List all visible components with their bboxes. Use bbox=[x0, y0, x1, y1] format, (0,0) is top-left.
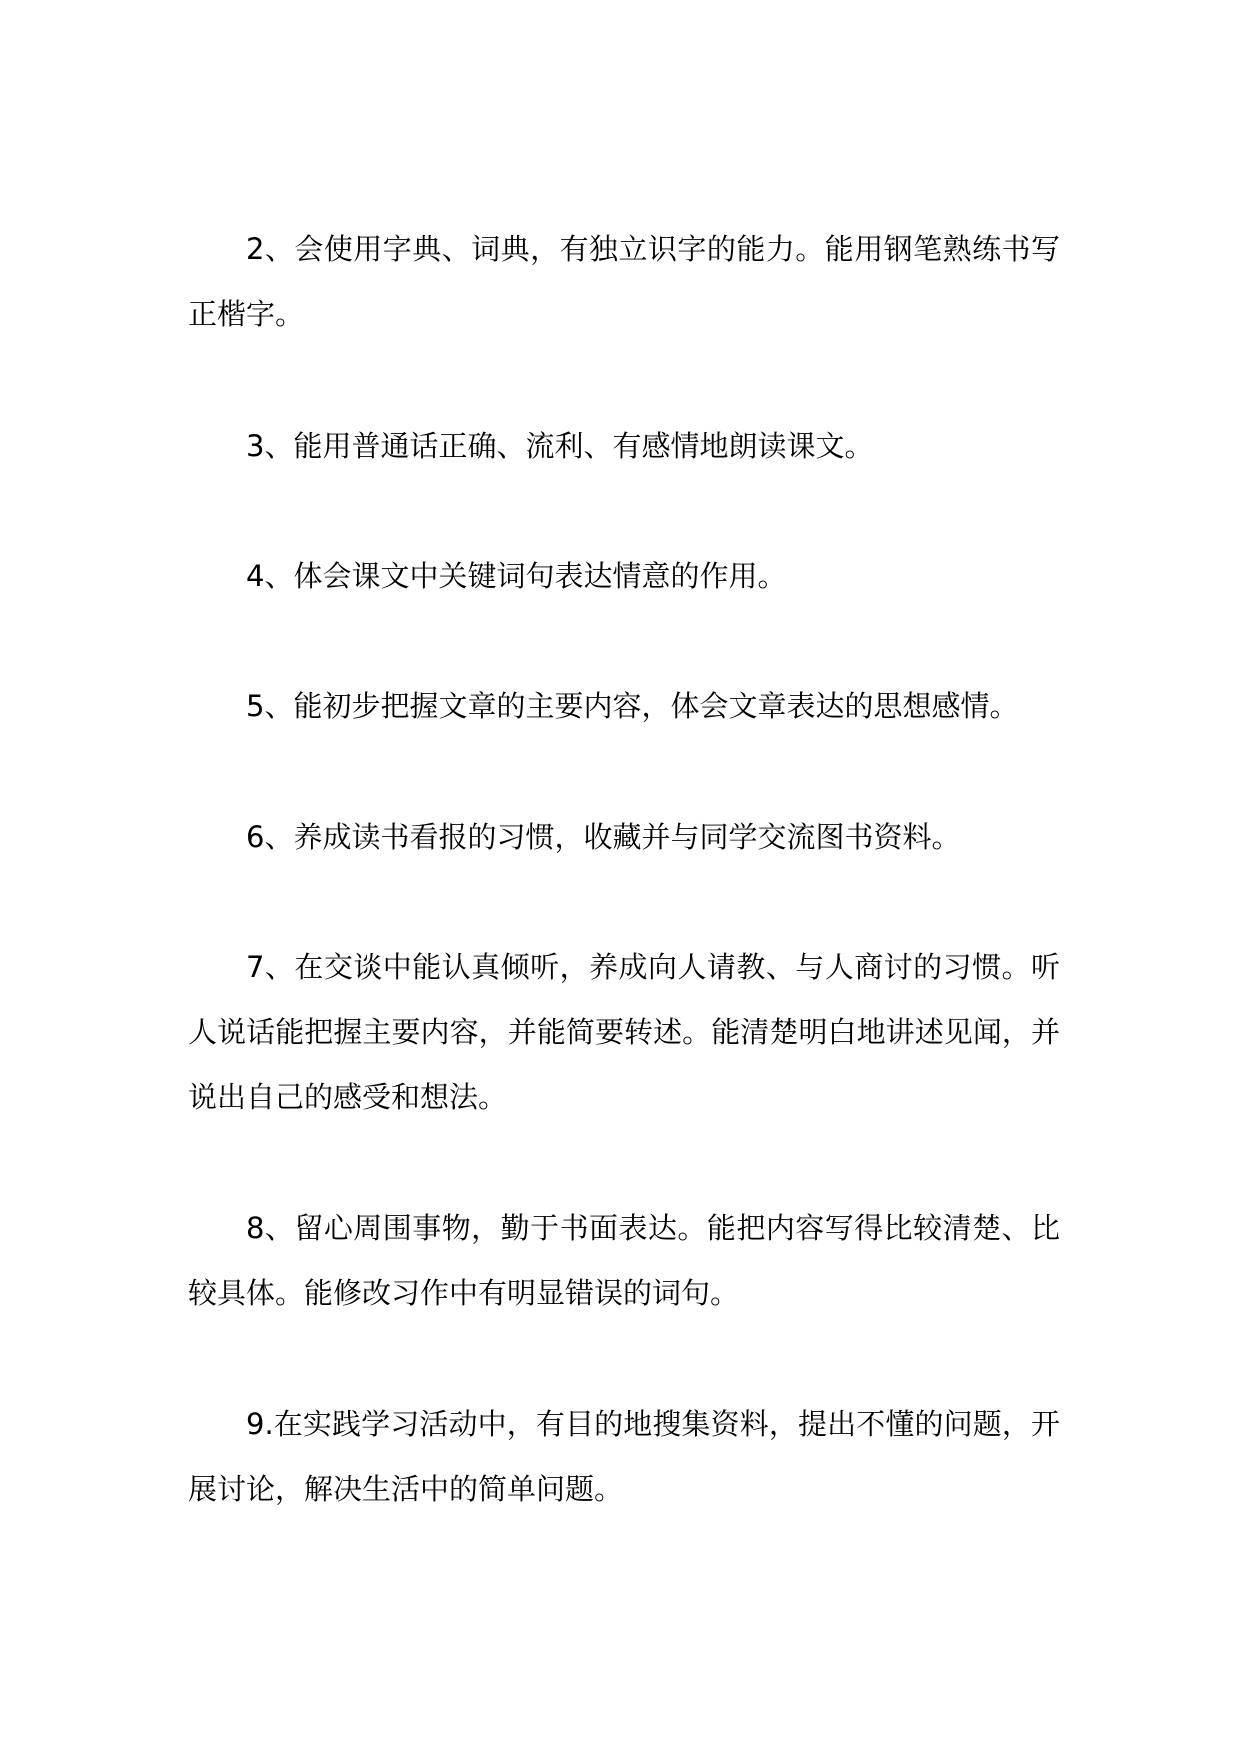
paragraph-item-8: 8、留心周围事物，勤于书面表达。能把内容写得比较清楚、比较具体。能修改习作中有明显错误的词句。 bbox=[188, 1211, 1060, 1310]
paragraph-item-7: 7、在交谈中能认真倾听，养成向人请教、与人商讨的习惯。听人说话能把握主要内容，并能简要转述。能清楚明白地讲述见闻，并说出自己的感受和想法。 bbox=[188, 950, 1060, 1114]
paragraph-item-3: 3、能用普通话正确、流利、有感情地朗读课文。 bbox=[246, 429, 874, 463]
paragraph-item-5: 5、能初步把握文章的主要内容，体会文章表达的思想感情。 bbox=[246, 689, 1019, 723]
paragraph-item-9: 9.在实践学习活动中，有目的地搜集资料，提出不懂的问题，开展讨论，解决生活中的简单问题。 bbox=[188, 1407, 1060, 1506]
paragraph-item-6: 6、养成读书看报的习惯，收藏并与同学交流图书资料。 bbox=[246, 820, 961, 854]
paragraph-item-4: 4、体会课文中关键词句表达情意的作用。 bbox=[246, 559, 787, 593]
paragraph-item-2: 2、会使用字典、词典，有独立识字的能力。能用钢笔熟练书写正楷字。 bbox=[188, 232, 1060, 331]
